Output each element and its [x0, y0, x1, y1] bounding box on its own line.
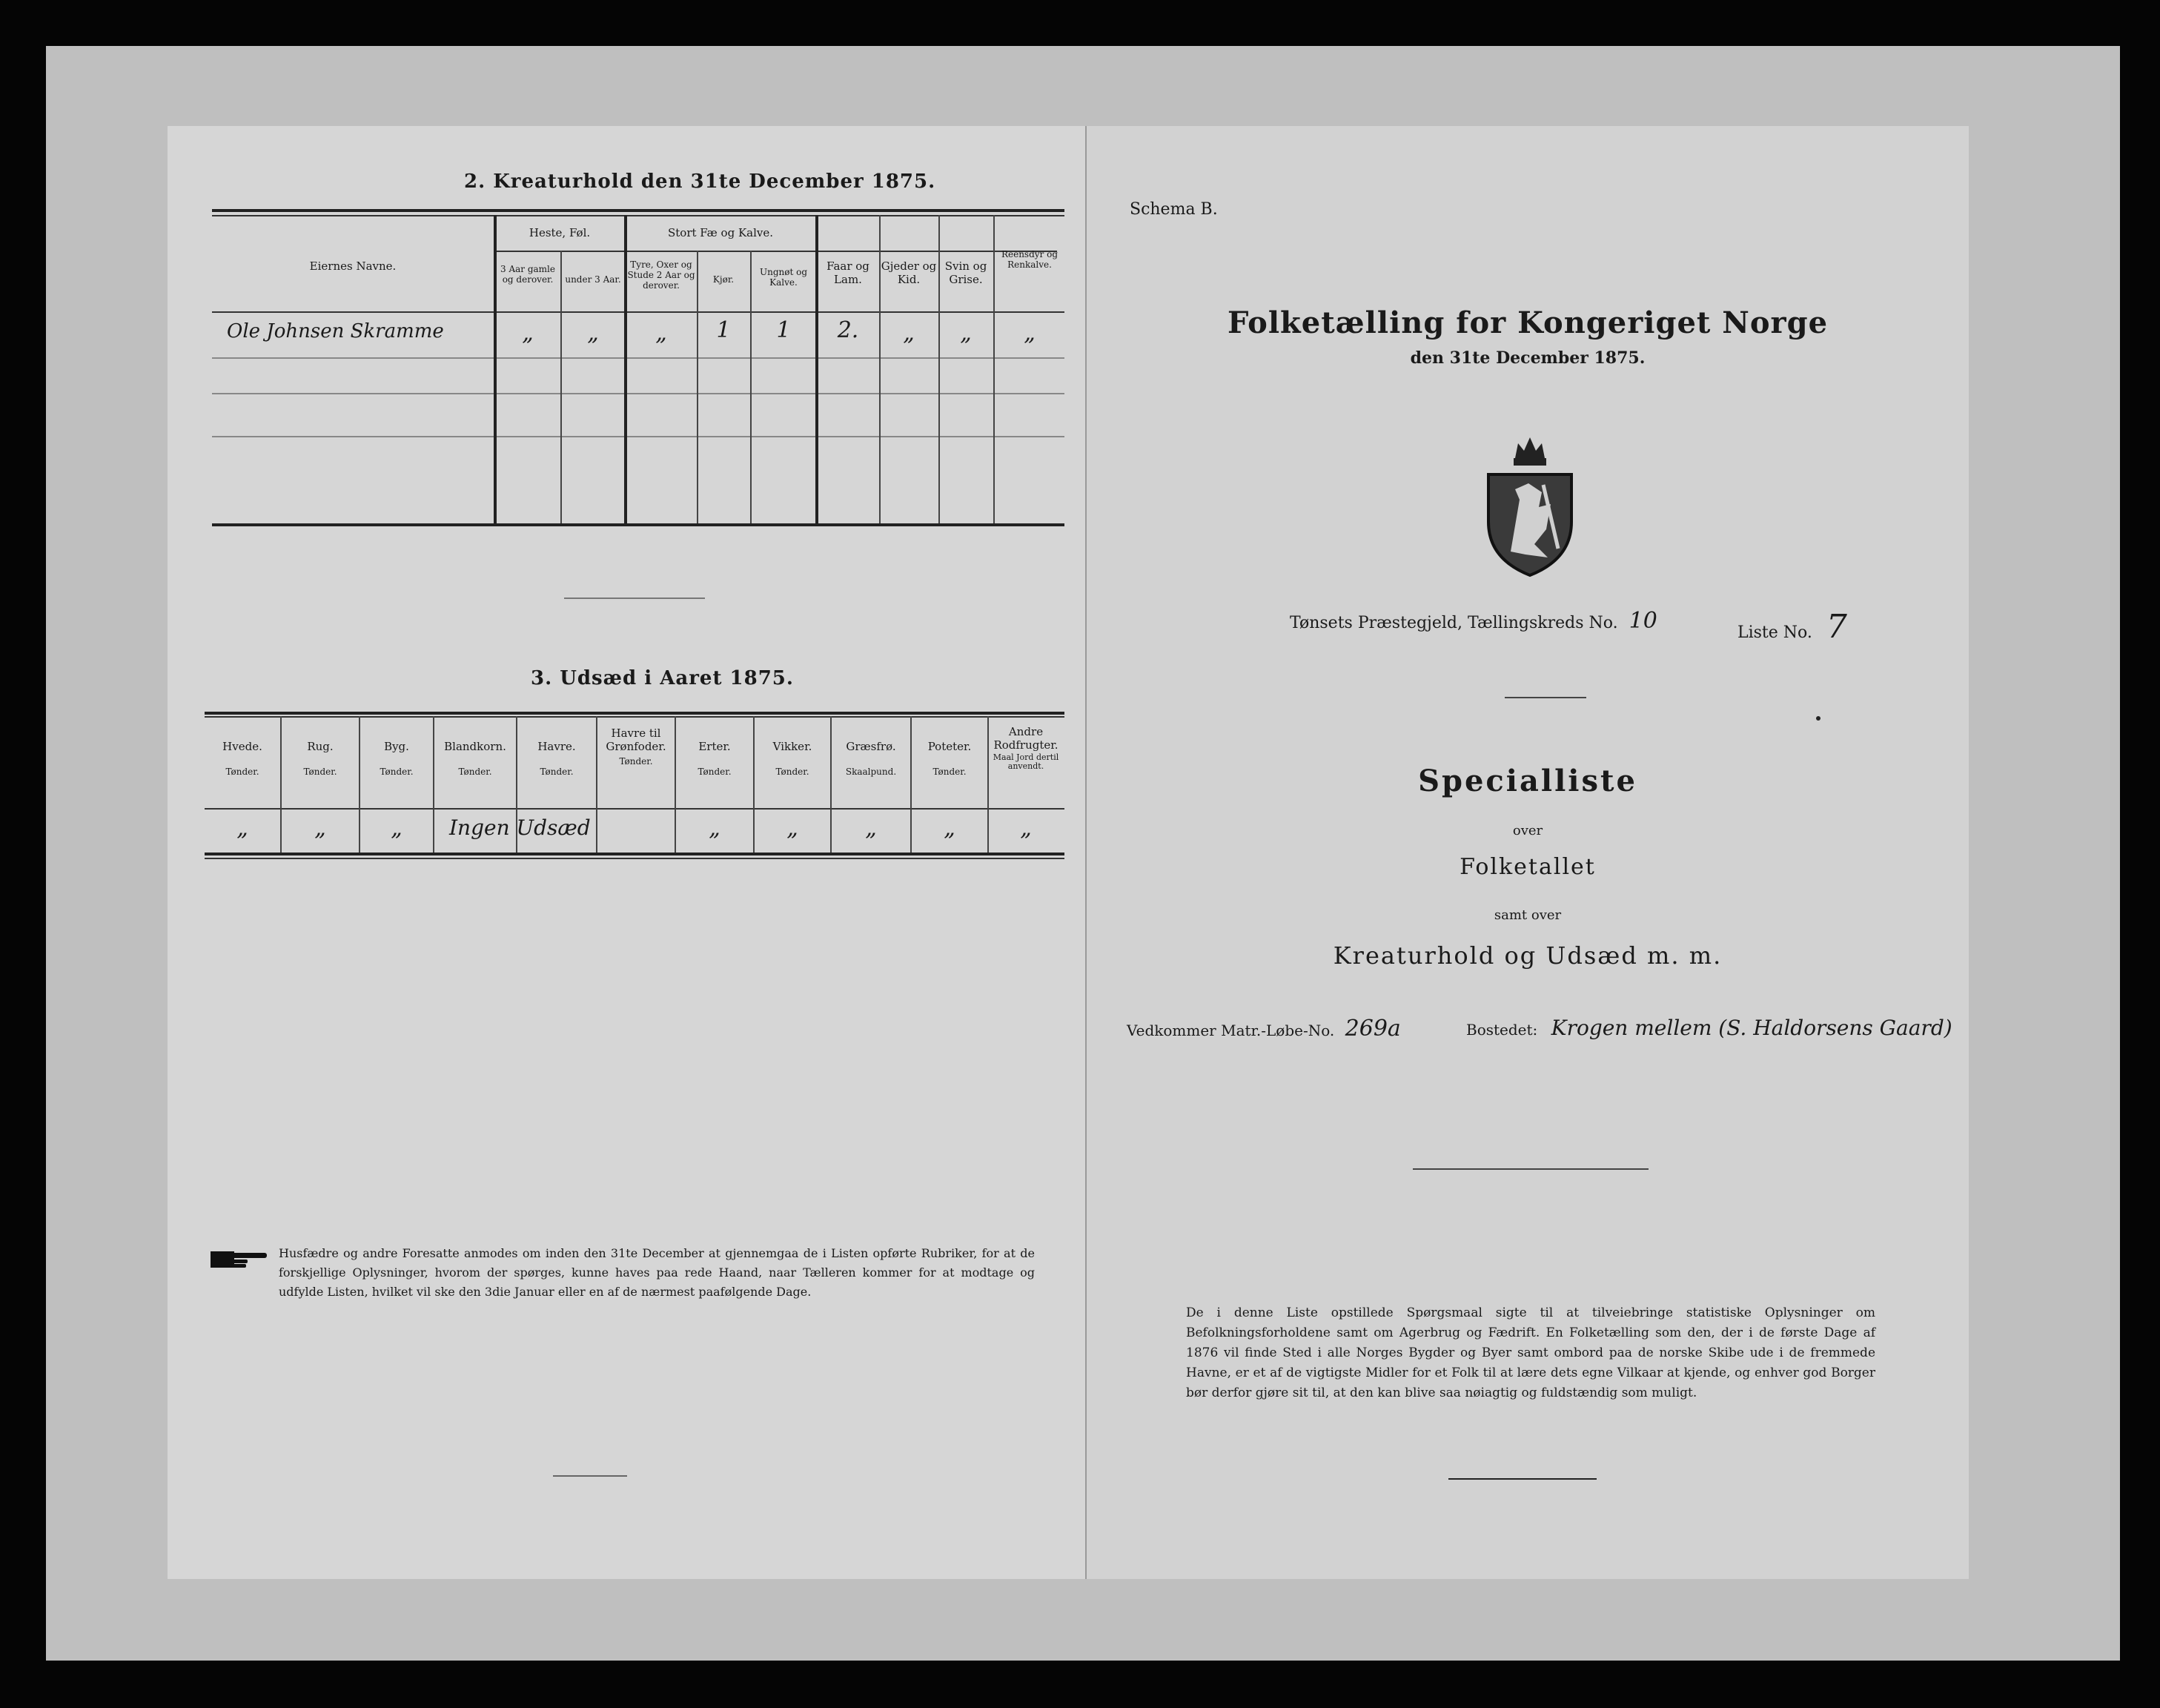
matr-number: 269a: [1345, 1016, 1401, 1042]
seed-cell: „: [314, 815, 326, 841]
seed-note: Ingen Udsæd: [449, 815, 591, 840]
divider-rule: [1413, 1168, 1649, 1170]
left-page: [168, 126, 1087, 1579]
cell-sheep: 2.: [837, 317, 859, 343]
seed-col-header: Græsfrø. Skaalpund.: [845, 740, 897, 777]
cell-cattle-a: „: [655, 320, 667, 346]
liste-number: 7: [1826, 608, 1847, 646]
table2-top-rule-2: [212, 215, 1064, 216]
cell-cattle-c: 1: [776, 317, 791, 343]
table2-row-rule: [212, 357, 1064, 359]
table3-col-divider: [910, 716, 912, 853]
col-horses-b: under 3 Aar.: [565, 274, 621, 285]
seed-col-header: Rug. Tønder.: [303, 740, 337, 777]
seed-col-header: Havre til Grønfoder. Tønder.: [606, 726, 666, 767]
parish-line: Tønsets Præstegjeld, Tællingskreds No. 10: [1290, 608, 1657, 634]
col-sheep-header: Faar og Lam.: [826, 259, 869, 286]
col-reindeer-header: Reensdyr og Renkalve.: [1001, 249, 1059, 270]
table3-top-rule-2: [205, 716, 1064, 718]
table3-top-rule: [205, 712, 1064, 715]
owner-name: Ole Johnsen Skramme: [227, 320, 444, 342]
seed-col-header: Erter. Tønder.: [698, 740, 732, 777]
seed-col-header: Havre. Tønder.: [537, 740, 576, 777]
table3-bottom-rule: [205, 853, 1064, 855]
pointing-hand-icon: [211, 1247, 270, 1275]
seed-col-header: Hvede. Tønder.: [222, 740, 262, 777]
liste-line: Liste No. 7: [1737, 608, 1847, 646]
section3-title: 3. Udsæd i Aaret 1875.: [531, 667, 794, 689]
matr-line: Vedkommer Matr.-Løbe-No. 269a: [1127, 1016, 1401, 1042]
ink-dot: [1816, 716, 1821, 721]
table3-col-divider: [675, 716, 676, 853]
coat-of-arms-icon: [1481, 433, 1579, 581]
closing-rule: [1448, 1478, 1597, 1480]
census-date: den 31te December 1875.: [1410, 348, 1646, 368]
seed-cell: „: [1020, 815, 1032, 841]
col-cattle-c: Ungnøt og Kalve.: [759, 267, 808, 288]
col-horses-a: 3 Aar gamle og derover.: [500, 264, 555, 285]
footer-text: De i denne Liste opstillede Spørgsmaal sigte til at tilveiebringe statistiske Oplysninger om Befolkningsforholdene samt om Agerbrug og Fædrift. En Folketælling som den, der i de første Dage af 1876 vil finde Sted i alle Norges Bygder og Byer samt ombord paa de norske Skibe ude i de fremmede Havne, er et af de vigtigste Midler for et Folk til at lære dets egne Vilkaar at kjende, og enhver god Borger bør derfor gjøre sit til, at den kan blive saa nøiagtig og fuldstændig som muligt.: [1186, 1305, 1875, 1400]
table3-bottom-rule-2: [205, 858, 1064, 859]
heading-rule: [1505, 697, 1586, 698]
col-horses-header: Heste, Føl.: [529, 226, 591, 239]
notice-text: Husfædre og andre Foresatte anmodes om inden den 31te December at gjennemgaa de i Listen opførte Rubriker, for at de forskjellige Oplysninger, hvorom der spørges, kunne haves paa rede Haand, naar Tælleren kommer for at modtage og udfylde Listen, hvilket vil ske den 3die Januar eller en af de nærmest paafølgende Dage.: [279, 1246, 1035, 1299]
table2-bottom-rule: [212, 523, 1064, 526]
seed-cell: „: [709, 815, 720, 841]
table2-row-rule: [212, 436, 1064, 437]
cell-horses-a: „: [522, 320, 534, 346]
section-separator: [564, 598, 705, 599]
census-heading: Folketælling for Kongeriget Norge: [1227, 305, 1829, 340]
kreds-number: 10: [1629, 608, 1657, 634]
table2-subhead-rule: [494, 251, 1057, 252]
seed-col-header: Byg. Tønder.: [380, 740, 414, 777]
cell-horses-b: „: [587, 320, 599, 346]
table2-col-divider: [750, 251, 752, 523]
seed-cell: „: [391, 815, 402, 841]
seed-col-header: Andre Rodfrugter. Maal Jord dertil anvendt.: [993, 725, 1059, 771]
cell-pigs: „: [960, 320, 972, 346]
bosted-line: Bostedet: Krogen mellem (S. Haldorsens Gaard): [1466, 1016, 1952, 1040]
section2-title: 2. Kreaturhold den 31te December 1875.: [464, 171, 936, 193]
cell-reindeer: „: [1024, 320, 1036, 346]
right-page: [1087, 126, 1969, 1579]
table3-header-rule: [205, 808, 1064, 810]
seed-cell: „: [786, 815, 798, 841]
seed-cell: „: [236, 815, 248, 841]
samt-over-text: samt over: [1494, 907, 1562, 923]
seed-cell: „: [944, 815, 955, 841]
table3-col-divider: [753, 716, 755, 853]
specialliste-title: Specialliste: [1418, 764, 1637, 798]
seed-cell: „: [865, 815, 877, 841]
table3-col-divider: [830, 716, 832, 853]
table2-header-rule: [212, 311, 1064, 313]
bosted-value: Krogen mellem (S. Haldorsens Gaard): [1551, 1016, 1952, 1040]
table2-row-rule: [212, 393, 1064, 394]
col-owner-header: Eiernes Navne.: [309, 259, 397, 273]
folketallet-text: Folketallet: [1460, 854, 1596, 880]
seed-col-header: Poteter. Tønder.: [927, 740, 972, 777]
col-pigs-header: Svin og Grise.: [944, 259, 987, 286]
schema-label: Schema B.: [1130, 200, 1218, 219]
table2-top-rule: [212, 209, 1064, 212]
col-goats-header: Gjeder og Kid.: [881, 259, 937, 286]
table2-col-divider: [560, 251, 562, 523]
table3-col-divider: [596, 716, 597, 853]
over-text: over: [1512, 823, 1543, 838]
cell-goats: „: [903, 320, 915, 346]
cell-cattle-b: 1: [716, 317, 731, 343]
bottom-mark: [553, 1475, 627, 1477]
kreatur-text: Kreaturhold og Udsæd m. m.: [1333, 941, 1723, 970]
table3-col-divider: [433, 716, 434, 853]
table3-col-divider: [280, 716, 282, 853]
table3-col-divider: [359, 716, 360, 853]
table2-col-divider: [697, 251, 698, 523]
seed-col-header: Blandkorn. Tønder.: [444, 740, 506, 777]
col-cattle-header: Stort Fæ og Kalve.: [667, 226, 774, 239]
seed-col-header: Vikker. Tønder.: [772, 740, 812, 777]
table2-col-divider: [494, 215, 497, 523]
col-cattle-a: Tyre, Oxer og Stude 2 Aar og derover.: [627, 259, 695, 291]
col-cattle-b: Kjør.: [712, 274, 735, 285]
